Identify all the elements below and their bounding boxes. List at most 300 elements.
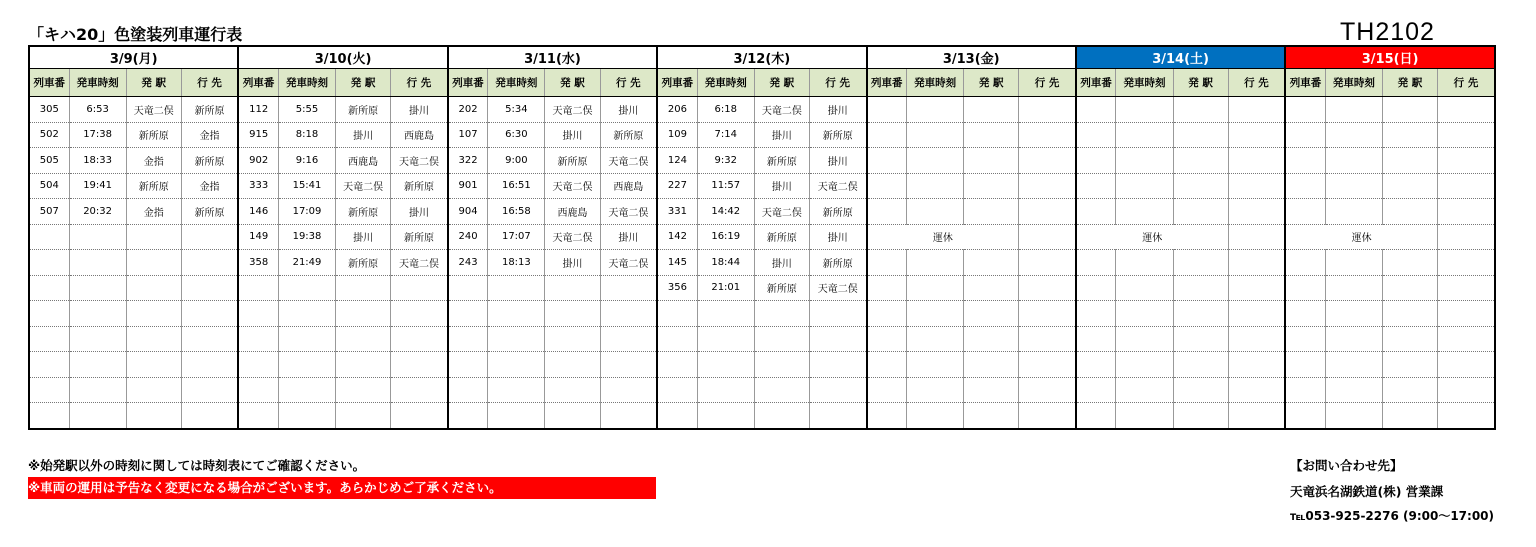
table-cell: 227	[657, 173, 697, 199]
table-row	[29, 224, 1495, 250]
table-cell	[1076, 352, 1116, 378]
table-cell: 掛川	[754, 250, 809, 276]
table-cell	[29, 403, 69, 429]
table-cell	[181, 326, 238, 352]
table-cell	[1438, 250, 1495, 276]
table-cell: 6:53	[69, 97, 126, 123]
table-cell	[278, 352, 335, 378]
suspended-label: 運休	[1285, 224, 1437, 250]
table-cell	[126, 377, 181, 403]
table-cell	[867, 377, 907, 403]
table-cell	[907, 148, 964, 174]
table-cell	[657, 403, 697, 429]
table-cell	[278, 301, 335, 327]
table-cell	[391, 275, 448, 301]
table-cell: 天竜二俣	[754, 97, 809, 123]
column-header: 発 駅	[754, 69, 809, 97]
table-cell	[488, 301, 545, 327]
column-header: 列車番	[238, 69, 278, 97]
table-cell	[488, 352, 545, 378]
table-cell	[336, 326, 391, 352]
column-header: 発 駅	[126, 69, 181, 97]
table-cell	[126, 275, 181, 301]
table-cell	[238, 352, 278, 378]
table-cell	[754, 403, 809, 429]
table-cell	[1382, 250, 1437, 276]
table-cell	[964, 352, 1019, 378]
table-row	[29, 250, 1495, 276]
table-cell	[238, 275, 278, 301]
table-cell	[1116, 403, 1173, 429]
table-cell	[1019, 326, 1076, 352]
table-cell	[181, 224, 238, 250]
table-cell	[600, 275, 657, 301]
column-header: 発車時刻	[488, 69, 545, 97]
table-row	[29, 199, 1495, 225]
table-cell	[1438, 97, 1495, 123]
table-cell	[1382, 148, 1437, 174]
table-cell: 新所原	[181, 97, 238, 123]
table-row	[29, 403, 1495, 429]
table-cell	[126, 326, 181, 352]
table-cell: 新所原	[181, 199, 238, 225]
table-cell	[1173, 97, 1228, 123]
table-cell	[697, 326, 754, 352]
table-cell	[964, 275, 1019, 301]
contact-company: 天竜浜名湖鉄道(株) 営業課	[1290, 484, 1444, 499]
table-cell	[1285, 403, 1325, 429]
table-cell: 17:09	[278, 199, 335, 225]
table-cell: 240	[448, 224, 488, 250]
table-cell	[754, 352, 809, 378]
table-cell: 新所原	[809, 250, 866, 276]
table-cell	[754, 377, 809, 403]
table-cell	[1438, 148, 1495, 174]
table-row	[29, 377, 1495, 403]
date-header: 3/9(月)	[29, 46, 238, 69]
table-cell	[336, 377, 391, 403]
table-cell: 新所原	[545, 148, 600, 174]
table-cell: 16:19	[697, 224, 754, 250]
table-cell: 20:32	[69, 199, 126, 225]
table-cell	[697, 352, 754, 378]
table-cell	[1116, 173, 1173, 199]
table-cell	[809, 326, 866, 352]
table-row	[29, 122, 1495, 148]
table-cell	[69, 377, 126, 403]
column-header: 発 駅	[336, 69, 391, 97]
table-cell	[867, 403, 907, 429]
table-cell: 天竜二俣	[600, 250, 657, 276]
table-cell	[448, 326, 488, 352]
table-cell	[1438, 122, 1495, 148]
table-cell	[126, 352, 181, 378]
table-cell	[907, 173, 964, 199]
table-cell	[1116, 326, 1173, 352]
table-cell	[964, 122, 1019, 148]
table-cell: 9:00	[488, 148, 545, 174]
table-cell	[1325, 301, 1382, 327]
table-cell	[964, 173, 1019, 199]
table-cell	[867, 250, 907, 276]
table-cell	[907, 326, 964, 352]
table-cell	[391, 352, 448, 378]
table-cell: 掛川	[754, 122, 809, 148]
table-cell: 掛川	[336, 122, 391, 148]
table-cell	[867, 148, 907, 174]
table-cell	[964, 199, 1019, 225]
date-header-row	[29, 46, 1495, 69]
table-cell	[1076, 148, 1116, 174]
table-cell	[1285, 326, 1325, 352]
table-cell	[1285, 250, 1325, 276]
table-cell: 天竜二俣	[754, 199, 809, 225]
table-cell	[391, 326, 448, 352]
table-cell	[29, 377, 69, 403]
table-cell: 新所原	[336, 97, 391, 123]
table-cell	[1438, 275, 1495, 301]
table-cell	[1285, 301, 1325, 327]
table-cell	[1019, 97, 1076, 123]
table-cell: 新所原	[181, 148, 238, 174]
table-cell	[1019, 122, 1076, 148]
table-cell: 天竜二俣	[391, 250, 448, 276]
table-cell: 掛川	[809, 224, 866, 250]
table-cell: 金指	[126, 199, 181, 225]
table-cell	[488, 377, 545, 403]
table-cell	[1438, 173, 1495, 199]
table-cell	[448, 275, 488, 301]
table-cell: 206	[657, 97, 697, 123]
table-cell	[545, 326, 600, 352]
table-cell	[69, 301, 126, 327]
column-header: 発車時刻	[1325, 69, 1382, 97]
table-cell	[336, 275, 391, 301]
table-cell: 掛川	[754, 173, 809, 199]
table-cell	[238, 326, 278, 352]
table-cell	[181, 250, 238, 276]
table-cell	[907, 199, 964, 225]
table-cell: 356	[657, 275, 697, 301]
table-cell	[1019, 224, 1076, 250]
table-cell	[1285, 377, 1325, 403]
contact-phone: ℡053-925-2276 (9:00～17:00)	[1290, 509, 1495, 523]
table-cell	[1173, 326, 1228, 352]
table-cell	[545, 301, 600, 327]
table-cell: 507	[29, 199, 69, 225]
table-row	[29, 352, 1495, 378]
table-cell: 16:51	[488, 173, 545, 199]
table-cell: 19:38	[278, 224, 335, 250]
table-cell: 124	[657, 148, 697, 174]
table-cell	[391, 301, 448, 327]
column-header: 行 先	[1228, 69, 1285, 97]
table-cell	[1382, 352, 1437, 378]
table-cell	[1019, 377, 1076, 403]
table-cell	[1116, 275, 1173, 301]
column-header: 列車番	[657, 69, 697, 97]
table-cell	[964, 326, 1019, 352]
table-cell	[1382, 377, 1437, 403]
table-cell	[278, 326, 335, 352]
table-cell: 18:44	[697, 250, 754, 276]
table-cell: 9:16	[278, 148, 335, 174]
column-header: 発車時刻	[907, 69, 964, 97]
table-cell	[1116, 352, 1173, 378]
table-row	[29, 173, 1495, 199]
table-cell	[29, 301, 69, 327]
table-cell	[1076, 377, 1116, 403]
table-cell	[391, 403, 448, 429]
table-cell: 掛川	[600, 224, 657, 250]
table-cell	[1325, 275, 1382, 301]
table-cell	[1325, 403, 1382, 429]
table-cell: 142	[657, 224, 697, 250]
table-cell	[867, 301, 907, 327]
table-cell	[1076, 301, 1116, 327]
suspended-label: 運休	[867, 224, 1019, 250]
table-cell	[126, 403, 181, 429]
column-header: 行 先	[391, 69, 448, 97]
change-notice: ※車両の運用は予告なく変更になる場合がございます。あらかじめご了承ください。	[28, 477, 656, 499]
table-row	[29, 97, 1495, 123]
schedule-table	[28, 45, 1496, 430]
table-cell: 9:32	[697, 148, 754, 174]
table-cell	[126, 250, 181, 276]
table-cell: 新所原	[754, 224, 809, 250]
date-header: 3/11(水)	[448, 46, 657, 69]
column-header: 発車時刻	[278, 69, 335, 97]
table-cell: 901	[448, 173, 488, 199]
table-cell	[1228, 224, 1285, 250]
table-cell: 天竜二俣	[545, 224, 600, 250]
table-cell	[278, 403, 335, 429]
table-cell	[1076, 403, 1116, 429]
table-cell	[600, 326, 657, 352]
table-cell: 21:01	[697, 275, 754, 301]
table-cell	[809, 301, 866, 327]
table-cell: 西鹿島	[336, 148, 391, 174]
table-cell: 19:41	[69, 173, 126, 199]
table-cell	[964, 97, 1019, 123]
table-cell	[1325, 250, 1382, 276]
table-cell	[964, 403, 1019, 429]
table-cell	[1382, 326, 1437, 352]
table-cell: 243	[448, 250, 488, 276]
table-cell	[754, 326, 809, 352]
table-cell	[657, 301, 697, 327]
table-cell	[1116, 301, 1173, 327]
table-cell	[545, 377, 600, 403]
table-row	[29, 301, 1495, 327]
table-cell: 112	[238, 97, 278, 123]
table-cell	[1228, 377, 1285, 403]
table-cell: 915	[238, 122, 278, 148]
table-cell: 新所原	[809, 199, 866, 225]
table-cell: 天竜二俣	[545, 97, 600, 123]
table-row	[29, 326, 1495, 352]
table-cell	[1228, 122, 1285, 148]
table-cell: 新所原	[809, 122, 866, 148]
table-cell	[69, 352, 126, 378]
table-cell	[1173, 250, 1228, 276]
date-header: 3/12(木)	[657, 46, 866, 69]
table-cell: 904	[448, 199, 488, 225]
table-cell	[907, 97, 964, 123]
table-cell	[1173, 377, 1228, 403]
table-cell: 14:42	[697, 199, 754, 225]
table-cell	[1076, 97, 1116, 123]
table-cell: 149	[238, 224, 278, 250]
table-cell	[867, 275, 907, 301]
table-cell	[1228, 97, 1285, 123]
table-cell	[1382, 275, 1437, 301]
table-cell	[907, 352, 964, 378]
table-cell: 502	[29, 122, 69, 148]
table-cell	[964, 301, 1019, 327]
table-cell: 天竜二俣	[545, 173, 600, 199]
table-cell	[1076, 122, 1116, 148]
table-cell	[181, 301, 238, 327]
table-cell	[181, 275, 238, 301]
table-cell: 8:18	[278, 122, 335, 148]
table-cell	[964, 250, 1019, 276]
table-cell	[336, 403, 391, 429]
table-cell: 金指	[126, 148, 181, 174]
table-cell	[1116, 377, 1173, 403]
table-cell	[29, 326, 69, 352]
column-header: 列車番	[1076, 69, 1116, 97]
table-cell	[1116, 97, 1173, 123]
timetable-note: ※始発駅以外の時刻に関しては時刻表にてご確認ください。	[28, 458, 366, 473]
table-cell	[181, 377, 238, 403]
table-cell	[1019, 275, 1076, 301]
table-cell: 新所原	[391, 173, 448, 199]
table-cell	[1173, 275, 1228, 301]
table-cell: 金指	[181, 173, 238, 199]
table-cell: 新所原	[754, 148, 809, 174]
table-cell	[278, 377, 335, 403]
table-cell	[1438, 377, 1495, 403]
table-cell	[545, 352, 600, 378]
table-cell	[1325, 148, 1382, 174]
table-cell	[488, 326, 545, 352]
column-header: 行 先	[1438, 69, 1495, 97]
table-cell: 109	[657, 122, 697, 148]
table-cell	[964, 148, 1019, 174]
table-cell	[1076, 326, 1116, 352]
date-header: 3/10(火)	[238, 46, 447, 69]
table-cell	[1116, 148, 1173, 174]
column-header: 発車時刻	[69, 69, 126, 97]
table-cell	[809, 377, 866, 403]
column-header: 行 先	[1019, 69, 1076, 97]
table-cell	[600, 403, 657, 429]
table-cell	[1285, 122, 1325, 148]
table-cell	[907, 403, 964, 429]
table-cell	[1382, 403, 1437, 429]
table-cell: 902	[238, 148, 278, 174]
table-cell	[867, 199, 907, 225]
table-cell: 107	[448, 122, 488, 148]
table-cell	[488, 403, 545, 429]
table-cell: 新所原	[336, 250, 391, 276]
table-cell	[1285, 352, 1325, 378]
table-cell: 新所原	[336, 199, 391, 225]
table-cell	[809, 403, 866, 429]
table-cell	[1019, 173, 1076, 199]
table-cell: 掛川	[809, 97, 866, 123]
table-cell	[964, 377, 1019, 403]
table-cell	[448, 377, 488, 403]
table-cell	[1076, 250, 1116, 276]
table-cell	[600, 377, 657, 403]
table-cell	[126, 224, 181, 250]
table-cell: 5:55	[278, 97, 335, 123]
table-cell	[1173, 148, 1228, 174]
table-cell	[181, 352, 238, 378]
table-cell: 新所原	[126, 173, 181, 199]
table-cell	[69, 403, 126, 429]
table-cell	[336, 301, 391, 327]
table-cell: 305	[29, 97, 69, 123]
table-cell	[1438, 403, 1495, 429]
table-cell	[1382, 301, 1437, 327]
table-cell	[867, 352, 907, 378]
table-cell	[1228, 199, 1285, 225]
table-cell	[1019, 199, 1076, 225]
table-cell	[1325, 173, 1382, 199]
table-cell	[1325, 122, 1382, 148]
column-header: 列車番	[867, 69, 907, 97]
table-cell: 16:58	[488, 199, 545, 225]
table-cell	[1325, 352, 1382, 378]
table-cell	[697, 403, 754, 429]
table-cell	[1382, 199, 1437, 225]
table-cell	[1228, 275, 1285, 301]
table-cell	[1116, 250, 1173, 276]
table-cell	[1019, 250, 1076, 276]
table-cell: 掛川	[809, 148, 866, 174]
table-cell: 西鹿島	[391, 122, 448, 148]
table-cell	[69, 326, 126, 352]
table-cell	[1228, 250, 1285, 276]
table-cell	[1116, 199, 1173, 225]
table-cell	[1173, 122, 1228, 148]
column-header: 発車時刻	[1116, 69, 1173, 97]
table-cell: 掛川	[545, 122, 600, 148]
table-cell	[545, 275, 600, 301]
table-cell	[1382, 122, 1437, 148]
table-cell	[278, 275, 335, 301]
table-cell: 322	[448, 148, 488, 174]
table-cell	[448, 301, 488, 327]
table-cell	[754, 301, 809, 327]
column-header: 発 駅	[1173, 69, 1228, 97]
table-cell	[238, 377, 278, 403]
table-cell	[809, 352, 866, 378]
table-cell: 掛川	[391, 199, 448, 225]
table-cell	[907, 250, 964, 276]
table-cell: 天竜二俣	[600, 199, 657, 225]
table-cell	[1228, 326, 1285, 352]
table-cell: 天竜二俣	[391, 148, 448, 174]
table-cell: 6:18	[697, 97, 754, 123]
table-cell	[1438, 326, 1495, 352]
table-cell: 358	[238, 250, 278, 276]
table-cell: 17:38	[69, 122, 126, 148]
table-cell	[1019, 403, 1076, 429]
